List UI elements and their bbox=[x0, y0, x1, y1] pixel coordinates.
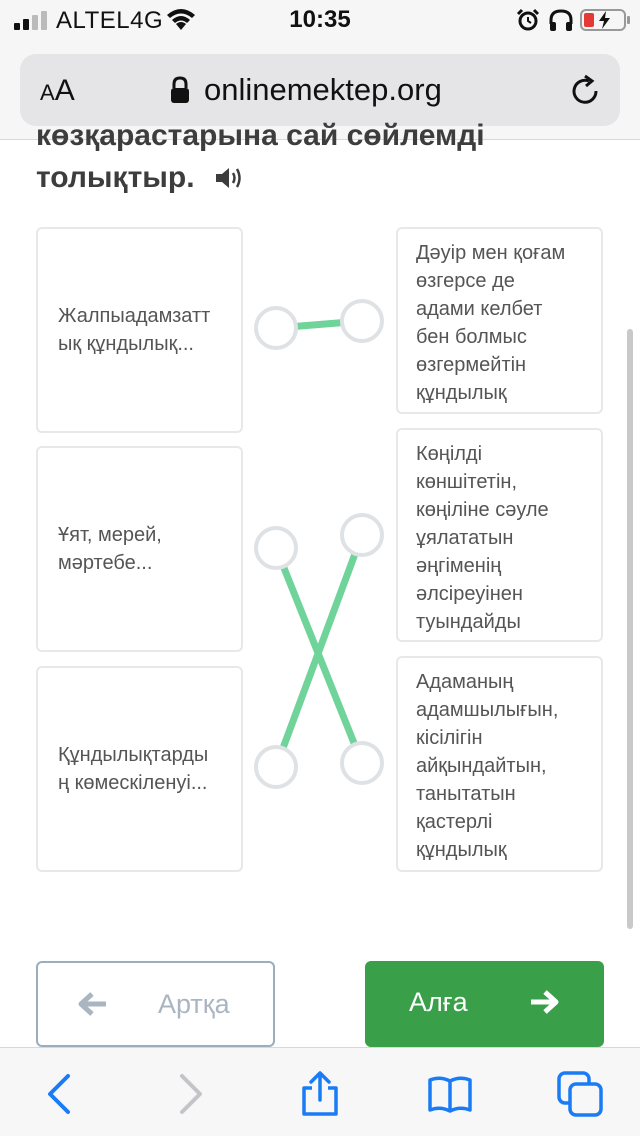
match-left-text: Жалпыадамзатт ық құндылық... bbox=[58, 305, 211, 355]
left-connector-1[interactable] bbox=[254, 306, 298, 350]
match-right-line: өзгермейтін bbox=[416, 354, 527, 376]
status-bar bbox=[0, 0, 640, 40]
forward-nav-icon[interactable] bbox=[166, 1070, 214, 1118]
question-title: толықтыр. bbox=[36, 161, 195, 194]
alarm-icon bbox=[516, 8, 540, 32]
match-left-card-3[interactable] bbox=[36, 666, 243, 872]
reload-icon[interactable] bbox=[568, 74, 602, 108]
match-right-card-3[interactable] bbox=[396, 656, 603, 872]
reader-text-size-button[interactable]: AA bbox=[40, 74, 75, 107]
right-connector-1[interactable] bbox=[340, 299, 384, 343]
clock-time: 10:35 bbox=[289, 6, 351, 33]
share-icon[interactable] bbox=[296, 1070, 344, 1118]
carrier-name: ALTEL4G bbox=[56, 7, 164, 34]
right-connector-2[interactable] bbox=[340, 513, 384, 557]
page-content bbox=[0, 119, 640, 1047]
left-connector-2[interactable] bbox=[254, 526, 298, 570]
match-right-line: Адаманың bbox=[416, 671, 514, 693]
right-connector-3[interactable] bbox=[340, 741, 384, 785]
url-text: onlinemektep.org bbox=[204, 72, 442, 107]
speaker-icon[interactable] bbox=[214, 165, 242, 191]
scrollbar[interactable] bbox=[627, 329, 633, 929]
left-connector-3[interactable] bbox=[254, 745, 298, 789]
match-right-line: қастерлі bbox=[416, 811, 493, 833]
match-right-line: көңіліне сәуле bbox=[416, 499, 549, 521]
match-right-line: танытатын bbox=[416, 783, 516, 805]
match-right-line: ұялататын bbox=[416, 527, 514, 549]
match-right-line: айқындайтын, bbox=[416, 755, 547, 777]
arrow-left-icon bbox=[78, 991, 108, 1017]
match-right-card-1[interactable] bbox=[396, 227, 603, 414]
back-button-label: Артқа bbox=[158, 989, 230, 1019]
match-right-line: құндылық bbox=[416, 382, 507, 404]
back-nav-icon[interactable] bbox=[36, 1070, 84, 1118]
match-left-card-1[interactable] bbox=[36, 227, 243, 433]
match-right-line: құндылық bbox=[416, 839, 507, 861]
arrow-right-icon bbox=[529, 989, 559, 1015]
bookmarks-icon[interactable] bbox=[426, 1070, 474, 1118]
browser-bottom-toolbar bbox=[0, 1047, 640, 1136]
match-right-line: туындайды bbox=[416, 611, 521, 633]
match-right-line: бен болмыс bbox=[416, 326, 527, 348]
match-left-card-2[interactable] bbox=[36, 446, 243, 652]
headphones-icon bbox=[548, 8, 574, 32]
match-right-line: адамшылығын, bbox=[416, 699, 559, 721]
lock-icon bbox=[170, 76, 190, 104]
match-right-line: өзгерсе де bbox=[416, 270, 515, 292]
next-button[interactable] bbox=[365, 961, 604, 1047]
address-bar[interactable] bbox=[20, 54, 620, 126]
battery-icon bbox=[580, 8, 632, 32]
match-right-line: Дәуір мен қоғам bbox=[416, 242, 566, 264]
match-line-2 bbox=[276, 548, 362, 763]
match-right-line: адами келбет bbox=[416, 298, 543, 320]
next-button-label: Алға bbox=[409, 987, 468, 1017]
match-right-line: Көңілді bbox=[416, 443, 483, 465]
back-button[interactable] bbox=[36, 961, 275, 1047]
match-right-line: әңгіменің bbox=[416, 555, 502, 577]
match-line-3 bbox=[276, 535, 362, 767]
match-right-line: кісілігін bbox=[416, 727, 483, 749]
question-text-partial: көзқарастарына сай сөйлемді bbox=[36, 119, 485, 152]
match-right-card-2[interactable] bbox=[396, 428, 603, 642]
match-right-line: әлсіреуінен bbox=[416, 583, 523, 605]
tabs-icon[interactable] bbox=[556, 1070, 604, 1118]
match-right-line: көншітетін, bbox=[416, 471, 518, 493]
match-left-text: Құндылықтарды ң көмескіленуі... bbox=[58, 744, 209, 794]
match-left-text: Ұят, мерей, мәртебе... bbox=[58, 524, 162, 574]
